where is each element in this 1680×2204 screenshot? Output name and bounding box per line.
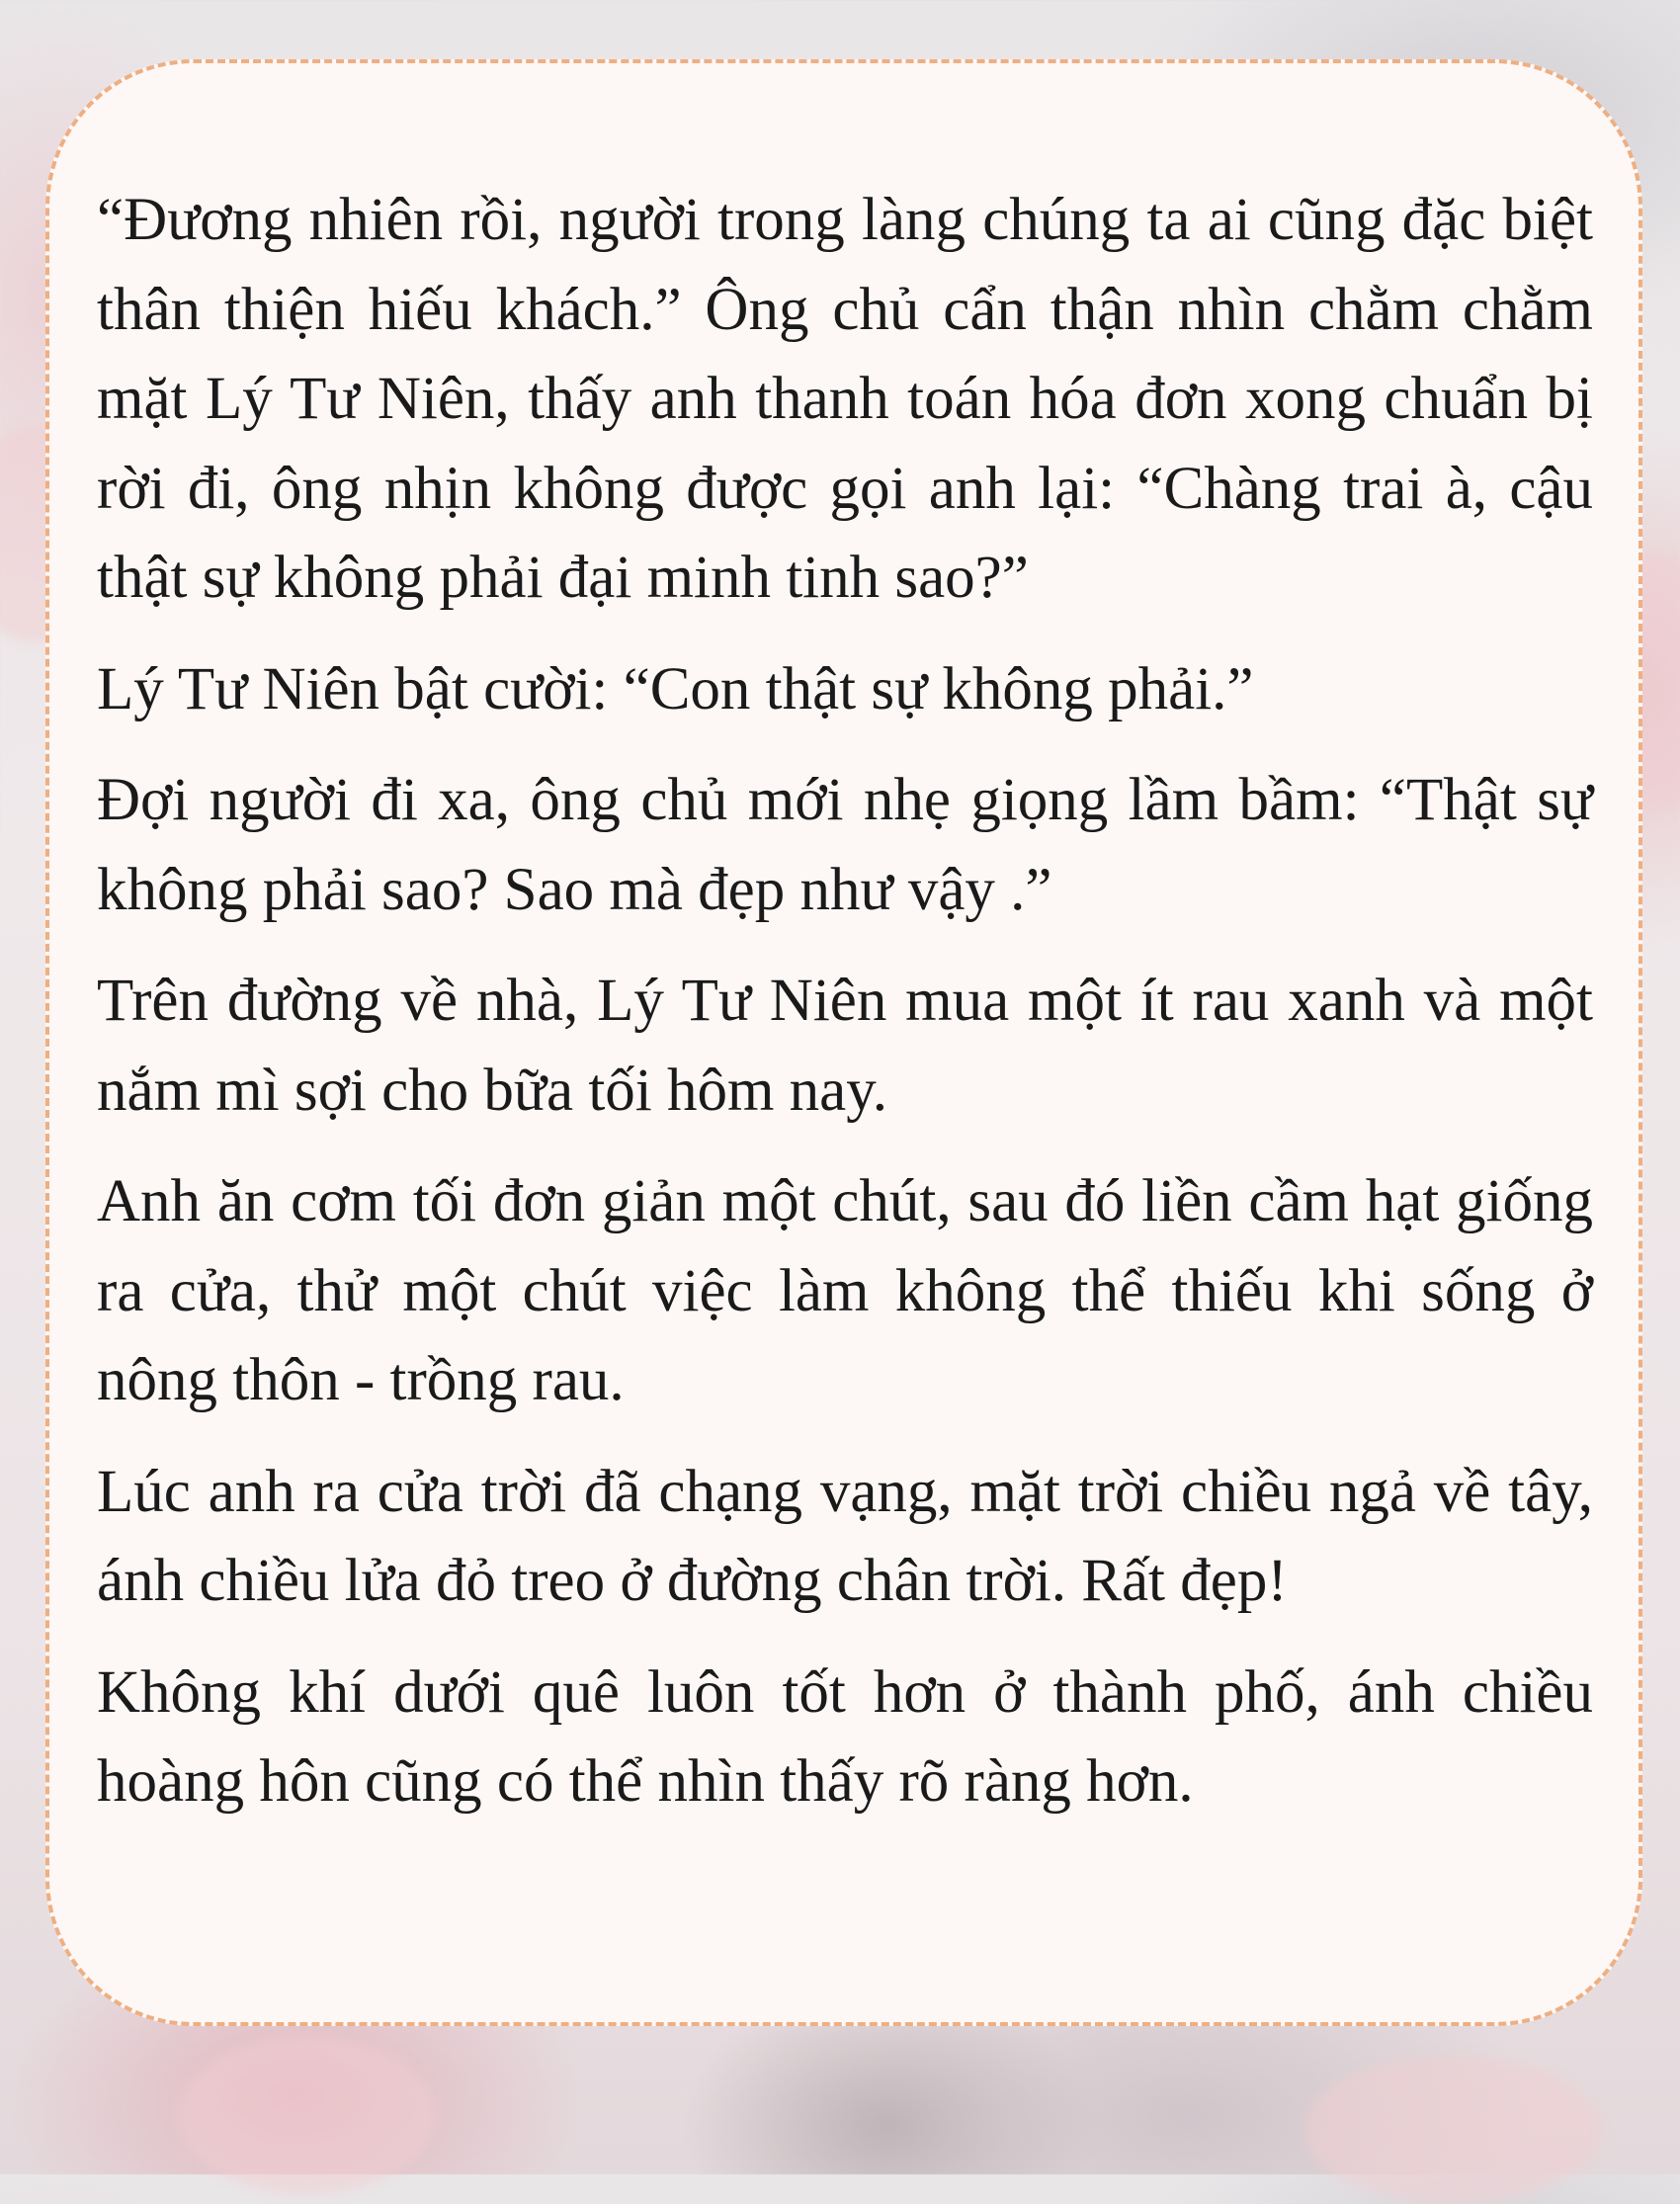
paragraph: Không khí dưới quê luôn tốt hơn ở thành phố, ánh chiều hoàng hôn cũng có thể nhìn thấy rõ ràng hơn. <box>97 1658 1593 1815</box>
paragraph: Lúc anh ra cửa trời đã chạng vạng, mặt trời chiều ngả về tây, ánh chiều lửa đỏ treo ở đường chân trời. Rất đẹp! <box>97 1458 1593 1614</box>
paragraph: Trên đường về nhà, Lý Tư Niên mua một ít rau xanh và một nắm mì sợi cho bữa tối hôm nay. <box>97 968 1593 1124</box>
paragraph: Anh ăn cơm tối đơn giản một chút, sau đó liền cầm hạt giống ra cửa, thử một chút việc làm không thể thiếu khi sống ở nông thôn - trồng rau. <box>97 1168 1593 1413</box>
paragraph: “Đương nhiên rồi, người trong làng chúng ta ai cũng đặc biệt thân thiện hiếu khách.” Ông chủ cẩn thận nhìn chằm chằm mặt Lý Tư Niên, thấy anh thanh toán hóa đơn xong chuẩn bị rời đi, ông nhịn không được gọi anh lại: “Chàng trai à, cậu thật sự không phải đại minh tinh sao?” <box>97 187 1593 611</box>
paragraph: Lý Tư Niên bật cười: “Con thật sự không phải.” <box>97 655 1254 722</box>
background-petal <box>178 2036 435 2194</box>
story-text <box>97 176 1593 1849</box>
background-petal <box>1304 2056 1601 2204</box>
paragraph: Đợi người đi xa, ông chủ mới nhẹ giọng lầm bầm: “Thật sự không phải sao? Sao mà đẹp như vậy .” <box>97 767 1593 923</box>
